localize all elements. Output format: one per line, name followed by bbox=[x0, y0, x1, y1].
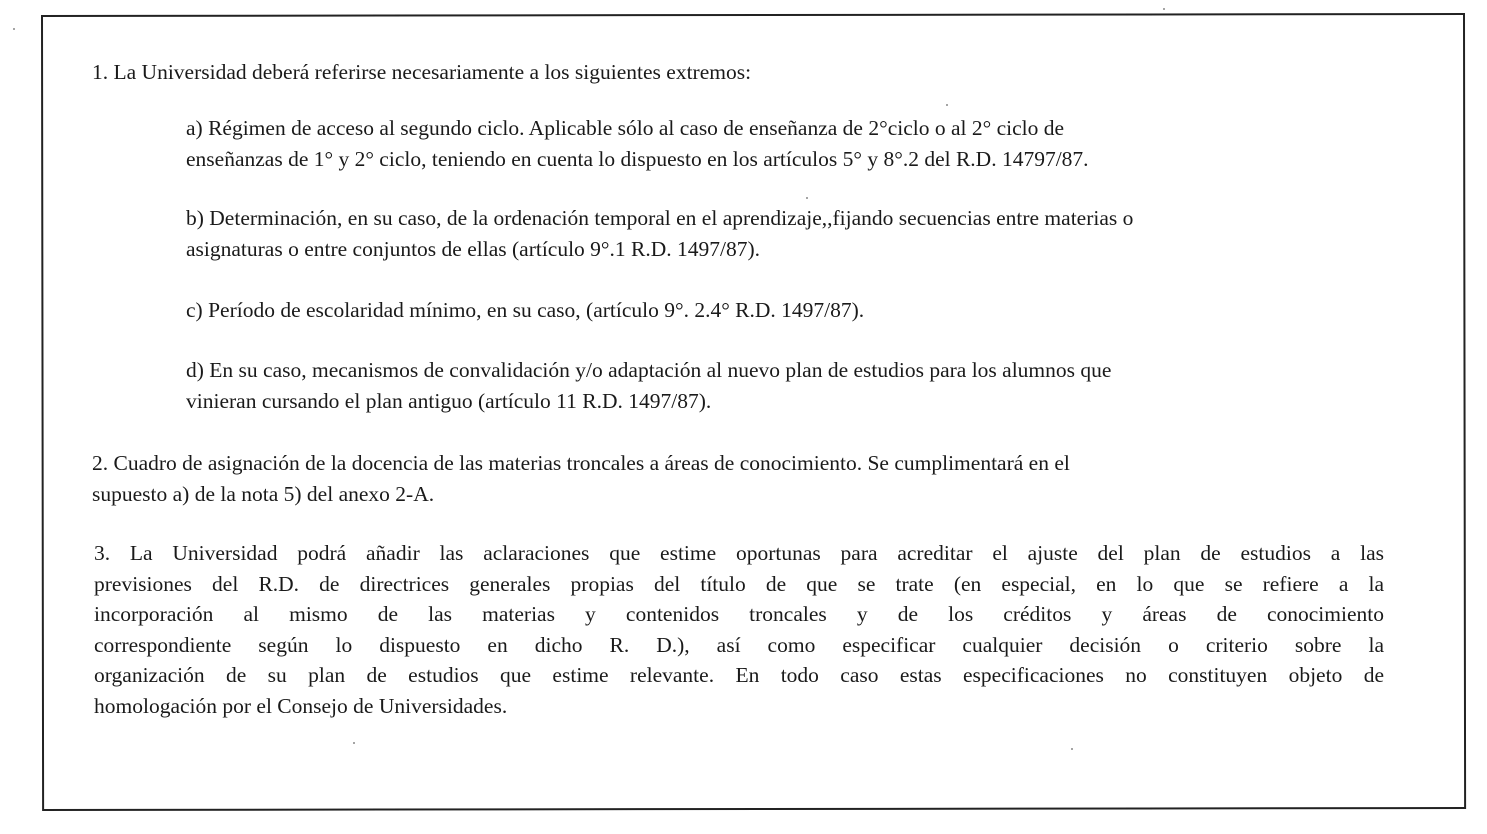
item-3-line-4: correspondiente según lo dispuesto en dicho R. D.), así como especificar cualquier decisión o criterio sobre la bbox=[94, 632, 1384, 657]
item-1d-line-1: d) En su caso, mecanismos de convalidación y/o adaptación al nuevo plan de estudios para los alumnos que bbox=[186, 358, 1112, 382]
item-1d-line-2: vinieran cursando el plan antiguo (artículo 11 R.D. 1497/87). bbox=[186, 389, 712, 413]
item-1d bbox=[186, 355, 1111, 417]
scan-speck bbox=[13, 28, 15, 30]
scan-speck bbox=[353, 742, 355, 744]
scan-speck bbox=[1163, 8, 1165, 10]
item-3-line-2: previsiones del R.D. de directrices generales propias del título de que se trate (en especial, en lo que se refiere a la bbox=[94, 571, 1384, 596]
scan-speck bbox=[946, 104, 948, 106]
item-3-line-6: homologación por el Consejo de Universidades. bbox=[94, 693, 508, 718]
item-2 bbox=[92, 448, 1070, 510]
item-2-line-1: 2. Cuadro de asignación de la docencia de las materias troncales a áreas de conocimiento. Se cumplimentará en el bbox=[92, 451, 1070, 475]
scan-speck bbox=[1071, 748, 1073, 750]
item-2-line-2: supuesto a) de la nota 5) del anexo 2-A. bbox=[92, 482, 435, 506]
item-1a bbox=[186, 113, 1089, 175]
item-3-line-1: 3. La Universidad podrá añadir las aclaraciones que estime oportunas para acreditar el ajuste del plan de estudios a las bbox=[94, 541, 1384, 565]
item-3-line-3: incorporación al mismo de las materias y contenidos troncales y de los créditos y áreas de conocimiento bbox=[94, 602, 1384, 626]
item-1b bbox=[186, 203, 1133, 265]
item-1b-line-1: b) Determinación, en su caso, de la ordenación temporal en el aprendizaje,,fijando secuencias entre materias o bbox=[186, 206, 1134, 230]
item-1a-line-2: enseñanzas de 1° y 2° ciclo, teniendo en cuenta lo dispuesto en los artículos 5° y 8°.2 del R.D. 14797/87. bbox=[186, 147, 1089, 171]
scan-speck bbox=[806, 197, 808, 199]
item-1-intro: 1. La Universidad deberá referirse necesariamente a los siguientes extremos: bbox=[92, 60, 752, 84]
item-1b-line-2: asignaturas o entre conjuntos de ellas (artículo 9°.1 R.D. 1497/87). bbox=[186, 237, 761, 261]
item-1c bbox=[186, 295, 864, 326]
item-1a-line-1: a) Régimen de acceso al segundo ciclo. Aplicable sólo al caso de enseñanza de 2°ciclo o al 2° ciclo de bbox=[186, 116, 1065, 140]
item-3-line-5: organización de su plan de estudios que estime relevante. En todo caso estas especificaciones no constituyen objeto de bbox=[94, 663, 1384, 687]
item-3 bbox=[94, 538, 1384, 721]
item-1c-line-1: c) Período de escolaridad mínimo, en su caso, (artículo 9°. 2.4° R.D. 1497/87). bbox=[186, 298, 865, 322]
